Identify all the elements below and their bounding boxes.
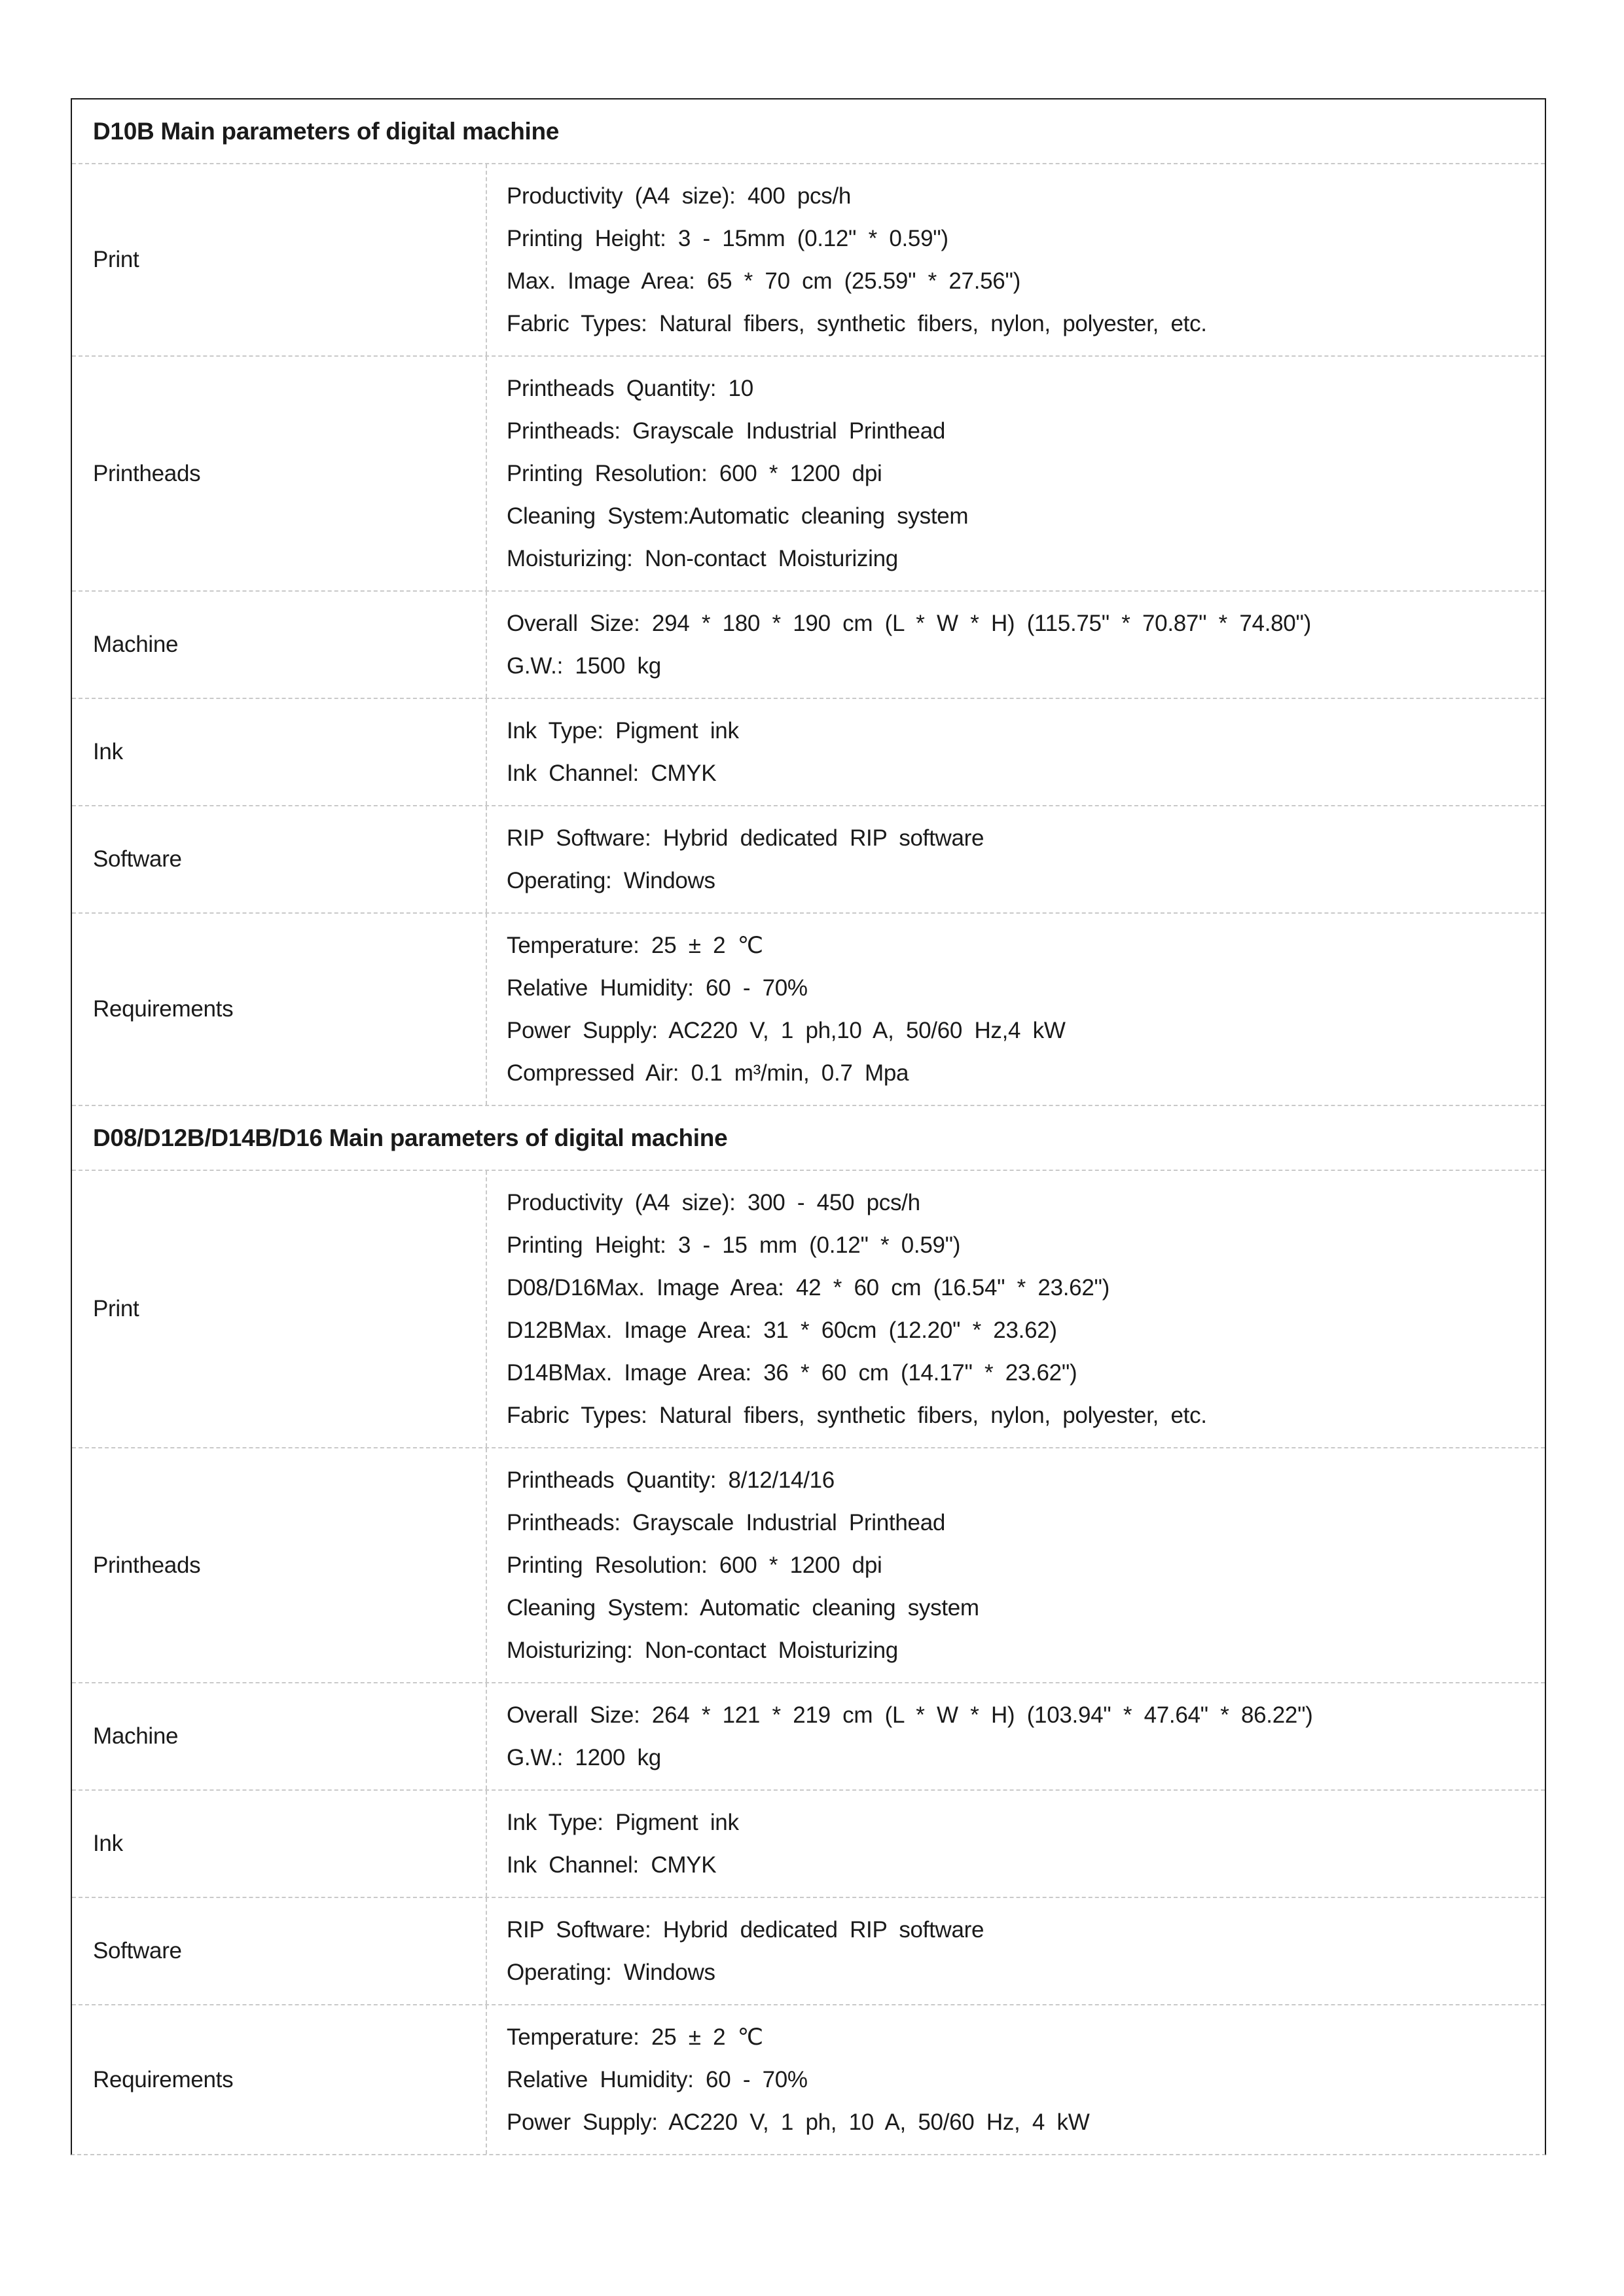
spec-line: Power Supply: AC220 V, 1 ph,10 A, 50/60 Hz,4 kW [507,1018,1066,1043]
row-label: Print [93,247,139,272]
spec-line: Ink Type: Pigment ink [507,718,739,744]
row-values [486,2005,1545,2154]
spec-line: Moisturizing: Non-contact Moisturizing [507,1638,898,1663]
row-values [486,1898,1545,2004]
spec-line: Printing Resolution: 600 * 1200 dpi [507,461,882,486]
spec-line: Printheads Quantity: 8/12/14/16 [507,1467,835,1493]
spec-line: D14BMax. Image Area: 36 * 60 cm (14.17" * 23.62") [507,1360,1077,1386]
spec-line: G.W.: 1200 kg [507,1745,661,1770]
spec-line: Compressed Air: 0.1 m³/min, 0.7 Mpa [507,1060,909,1086]
table-row-printheads [72,1447,1545,1682]
row-values [486,914,1545,1105]
table-title: D10B Main parameters of digital machine [93,117,560,145]
spec-line: D12BMax. Image Area: 31 * 60cm (12.20" * 23.62) [507,1318,1057,1343]
row-label: Software [93,1938,182,1964]
row-values [486,699,1545,805]
table-row-print [72,163,1545,355]
spec-line: Productivity (A4 size): 400 pcs/h [507,183,852,209]
section-d10b [72,99,1545,1105]
spec-line: Temperature: 25 ± 2 ℃ [507,933,763,958]
table-row-machine [72,1682,1545,1789]
row-label: Software [93,846,182,872]
table-row-printheads [72,355,1545,590]
spec-line: Relative Humidity: 60 - 70% [507,975,808,1001]
table-row-print [72,1170,1545,1447]
section-d08-d12b-d14b-d16 [72,1105,1545,2154]
spec-line: Ink Channel: CMYK [507,761,717,786]
row-label: Machine [93,1723,179,1749]
spec-line: Max. Image Area: 65 * 70 cm (25.59" * 27.56") [507,268,1020,294]
table-row-software [72,1897,1545,2004]
spec-line: D08/D16Max. Image Area: 42 * 60 cm (16.54" * 23.62") [507,1275,1110,1300]
row-values [486,1683,1545,1789]
spec-line: Moisturizing: Non-contact Moisturizing [507,546,898,571]
spec-line: Overall Size: 294 * 180 * 190 cm (L * W * H) (115.75" * 70.87" * 74.80") [507,611,1311,636]
spec-line: Fabric Types: Natural fibers, synthetic fibers, nylon, polyester, etc. [507,311,1207,336]
row-values [486,1791,1545,1897]
spec-line: Power Supply: AC220 V, 1 ph, 10 A, 50/60 Hz, 4 kW [507,2109,1090,2135]
row-label: Machine [93,632,179,657]
table-title-row-d08-d16 [72,1105,1545,1170]
spec-line: Cleaning System: Automatic cleaning system [507,1595,979,1621]
row-label: Requirements [93,2066,234,2092]
row-values [486,1171,1545,1447]
spec-line: Printing Resolution: 600 * 1200 dpi [507,1552,882,1578]
row-label: Ink [93,1831,123,1856]
spec-line: Operating: Windows [507,1960,715,1985]
spec-line: Productivity (A4 size): 300 - 450 pcs/h [507,1190,920,1215]
spec-line: Operating: Windows [507,868,715,893]
spec-line: Ink Channel: CMYK [507,1852,717,1878]
spec-line: Printheads Quantity: 10 [507,376,753,401]
row-values [486,592,1545,698]
spec-line: RIP Software: Hybrid dedicated RIP software [507,825,984,851]
spec-line: Ink Type: Pigment ink [507,1810,739,1835]
spec-table [71,98,1546,2155]
row-label: Printheads [93,460,201,486]
table-row-software [72,805,1545,912]
table-row-machine [72,590,1545,698]
spec-line: Relative Humidity: 60 - 70% [507,2067,808,2092]
row-values [486,164,1545,355]
row-values [486,357,1545,590]
table-row-requirements [72,912,1545,1105]
spec-line: Overall Size: 264 * 121 * 219 cm (L * W * H) (103.94" * 47.64" * 86.22") [507,1702,1313,1728]
spec-line: RIP Software: Hybrid dedicated RIP software [507,1917,984,1943]
row-label: Print [93,1296,139,1321]
table-row-ink [72,698,1545,805]
row-label: Ink [93,739,123,764]
spec-line: Cleaning System:Automatic cleaning system [507,503,969,529]
row-label: Requirements [93,996,234,1022]
table-title-row-d10b [72,99,1545,163]
table-row-ink [72,1789,1545,1897]
row-values [486,806,1545,912]
spec-line: Temperature: 25 ± 2 ℃ [507,2024,763,2050]
spec-line: Printing Height: 3 - 15mm (0.12" * 0.59") [507,226,948,251]
spec-line: Printing Height: 3 - 15 mm (0.12" * 0.59") [507,1232,961,1258]
spec-line: Printheads: Grayscale Industrial Printhead [507,1510,946,1535]
table-row-requirements [72,2004,1545,2154]
row-label: Printheads [93,1552,201,1578]
row-values [486,1448,1545,1682]
table-title: D08/D12B/D14B/D16 Main parameters of digital machine [93,1124,728,1151]
spec-line: Fabric Types: Natural fibers, synthetic fibers, nylon, polyester, etc. [507,1403,1207,1428]
spec-line: Printheads: Grayscale Industrial Printhead [507,418,946,444]
spec-line: G.W.: 1500 kg [507,653,661,679]
